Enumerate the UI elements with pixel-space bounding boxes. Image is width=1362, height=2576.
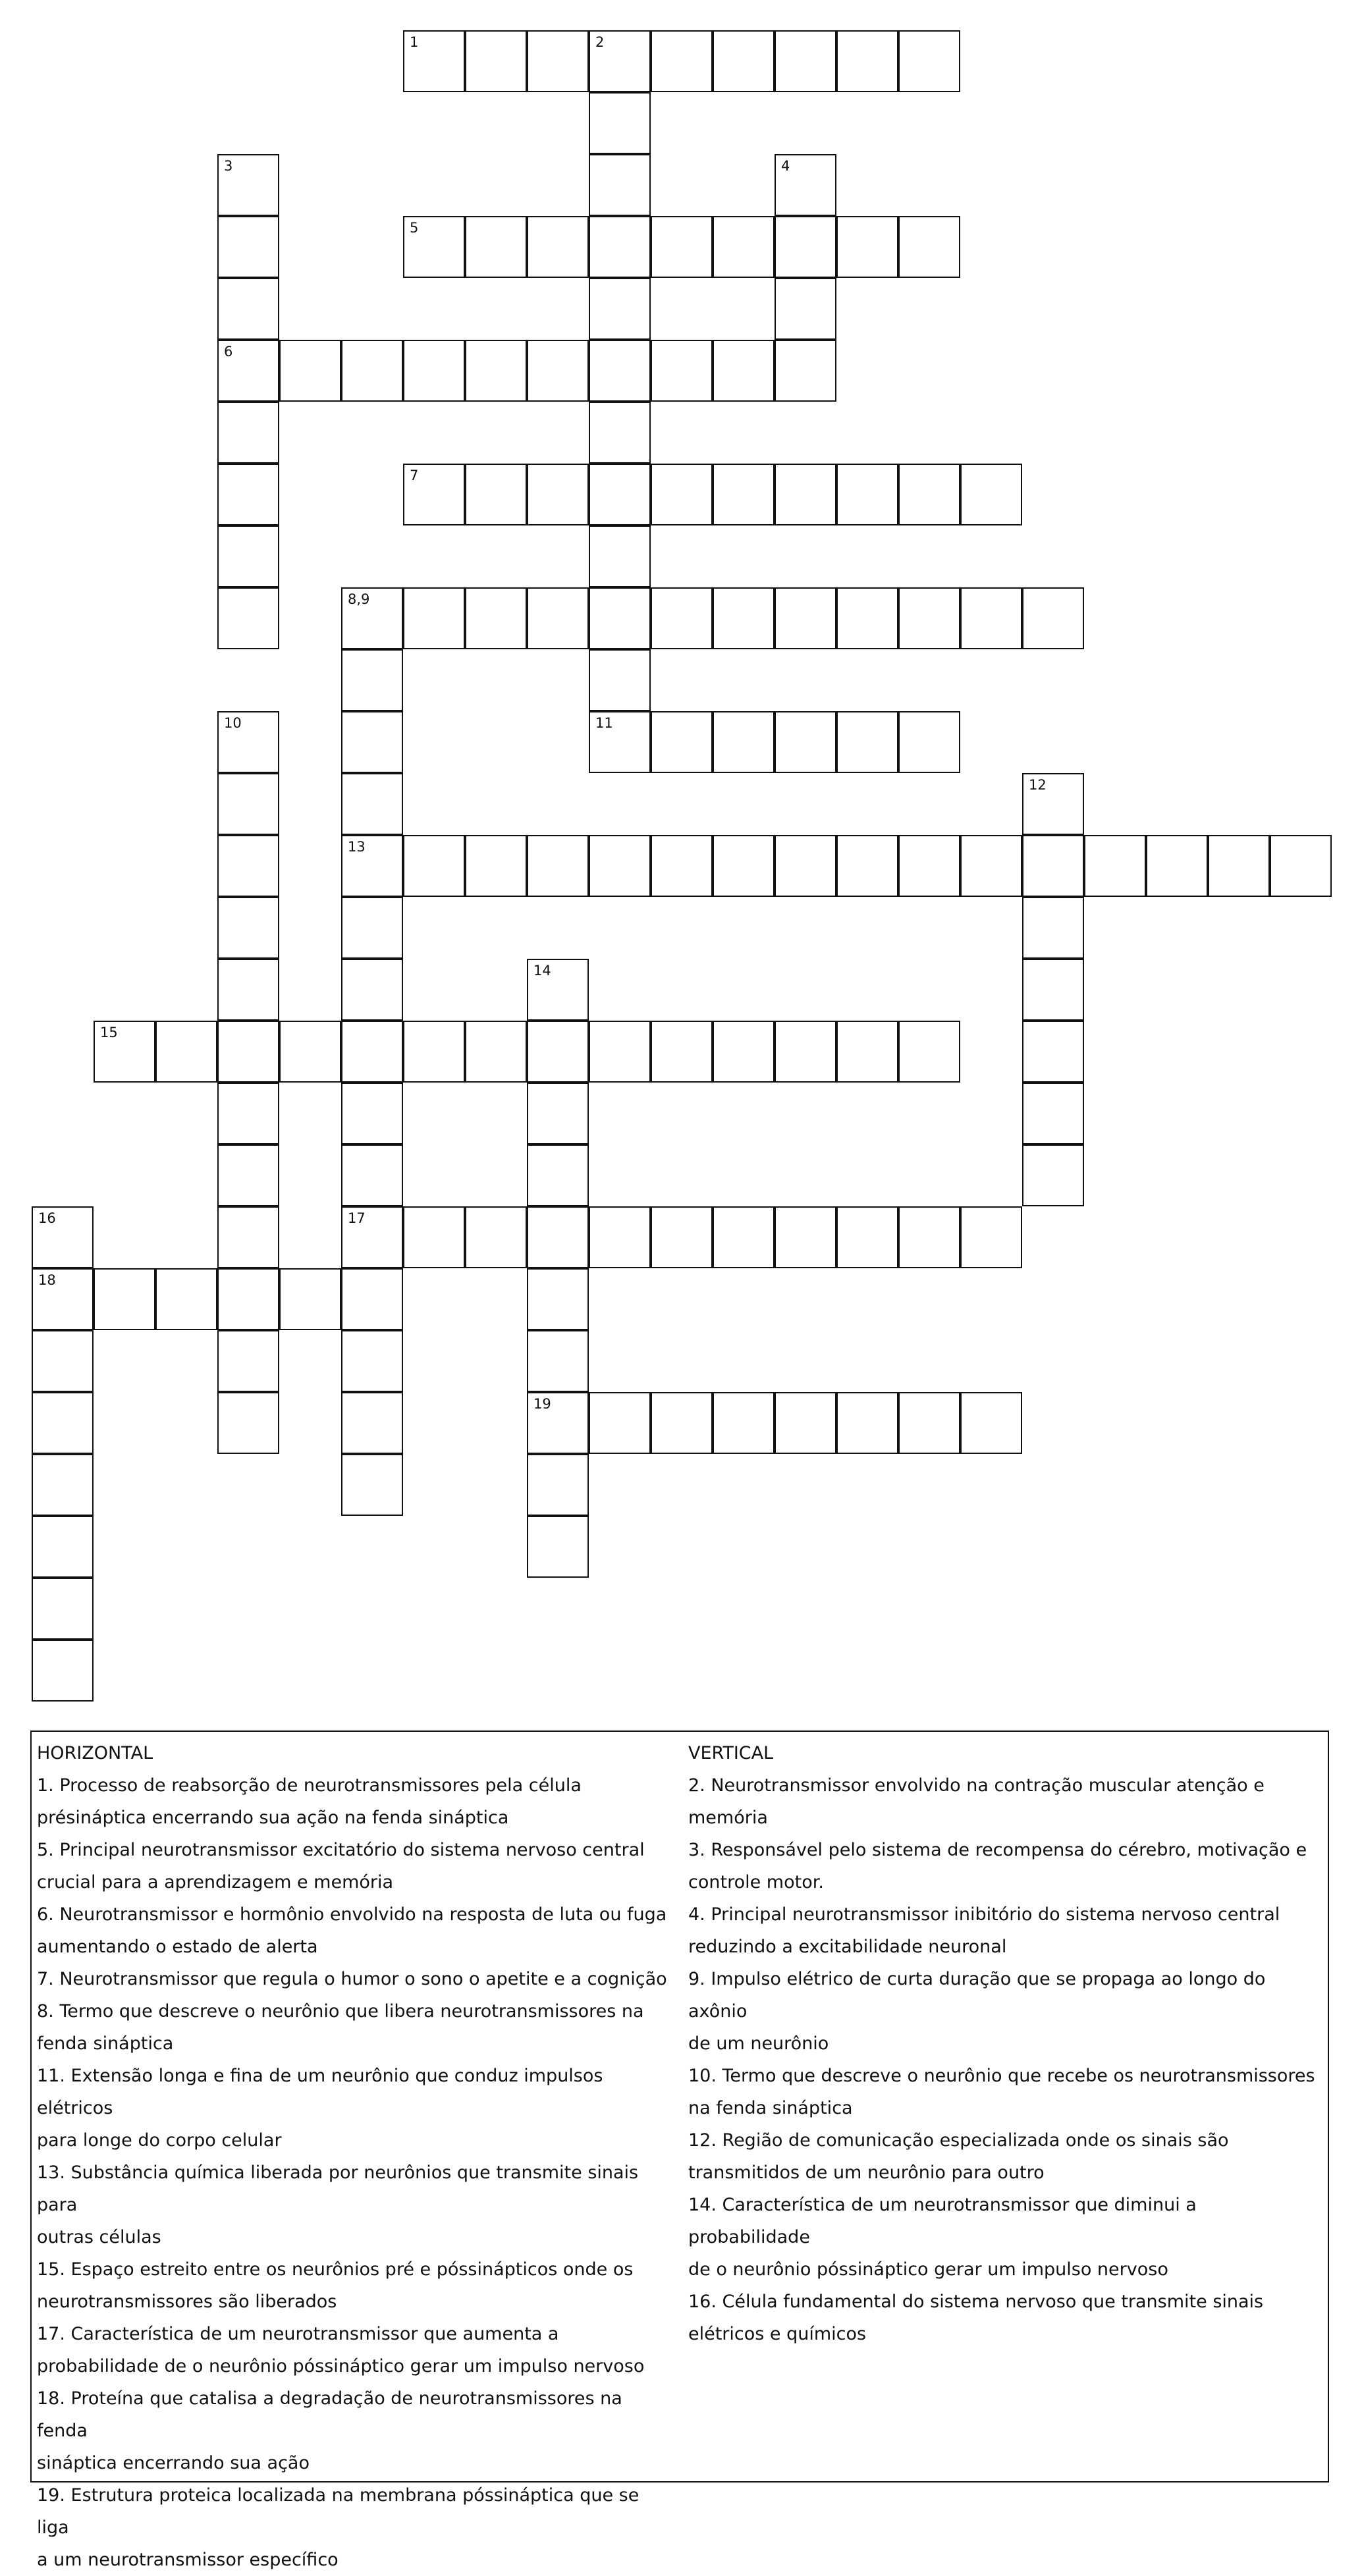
grid-cell[interactable] [1022, 1144, 1084, 1206]
grid-cell[interactable] [898, 835, 960, 897]
horizontal-clues [37, 1737, 669, 2576]
grid-cell[interactable] [836, 1392, 898, 1454]
clue-line: 10. Termo que descreve o neurônio que recebe os neurotransmissores [688, 2066, 1315, 2086]
clue-line: fenda sináptica [37, 2033, 174, 2054]
clue-line: crucial para a aprendizagem e memória [37, 1872, 394, 1892]
grid-cell[interactable] [775, 711, 836, 773]
clue-number: 7 [410, 468, 419, 483]
grid-cell[interactable] [279, 1021, 341, 1083]
clue-line: controle motor. [688, 1872, 824, 1892]
grid-cell[interactable] [403, 340, 465, 402]
grid-cell[interactable] [589, 216, 651, 278]
clue-number: 4 [781, 158, 790, 174]
grid-cell[interactable] [589, 1392, 651, 1454]
grid-cell[interactable] [217, 959, 279, 1021]
grid-cell[interactable] [341, 1454, 403, 1516]
clue-line: elétricos e químicos [688, 2324, 867, 2344]
grid-cell[interactable] [217, 1392, 279, 1454]
clue-line: 2. Neurotransmissor envolvido na contração muscular atenção e [688, 1775, 1265, 1796]
grid-cell[interactable] [341, 340, 403, 402]
vertical-clues [688, 1737, 1321, 2350]
grid-cell[interactable] [403, 835, 465, 897]
grid-cell[interactable] [1084, 835, 1146, 897]
grid-cell[interactable] [217, 1330, 279, 1392]
grid-cell[interactable] [589, 525, 651, 587]
grid-cell[interactable] [341, 773, 403, 835]
grid-cell[interactable] [651, 1392, 713, 1454]
grid-cell[interactable] [960, 1206, 1022, 1268]
grid-cell[interactable] [527, 1454, 589, 1516]
grid-cell[interactable] [651, 464, 713, 525]
grid-cell[interactable] [960, 587, 1022, 649]
grid-cell[interactable] [217, 835, 279, 897]
grid-cell[interactable] [527, 464, 589, 525]
clue-number: 15 [100, 1025, 118, 1040]
grid-cell[interactable] [32, 1330, 94, 1392]
grid-cell[interactable] [527, 340, 589, 402]
grid-cell[interactable] [898, 30, 960, 92]
grid-cell[interactable] [1022, 897, 1084, 959]
grid-cell[interactable] [589, 402, 651, 464]
clue-line: 16. Célula fundamental do sistema nervoso que transmite sinais [688, 2292, 1264, 2312]
grid-cell[interactable] [898, 711, 960, 773]
grid-cell[interactable] [527, 1021, 589, 1083]
grid-cell[interactable] [836, 587, 898, 649]
grid-cell[interactable] [1270, 835, 1332, 897]
grid-cell[interactable] [651, 30, 713, 92]
clue-number: 3 [224, 158, 233, 174]
clue-box [30, 1731, 1329, 2570]
grid-cell[interactable] [527, 1330, 589, 1392]
grid-cell[interactable] [217, 216, 279, 278]
grid-cell[interactable] [155, 1021, 217, 1083]
grid-cell[interactable] [775, 1021, 836, 1083]
grid-cell[interactable] [713, 30, 775, 92]
grid-cell[interactable] [898, 1021, 960, 1083]
grid-cell[interactable] [465, 587, 527, 649]
clue-line: 12. Região de comunicação especializada onde os sinais são [688, 2130, 1229, 2151]
clue-number: 13 [348, 839, 366, 855]
grid-cell[interactable] [32, 1454, 94, 1516]
clue-number: 17 [348, 1210, 366, 1226]
grid-cell[interactable] [217, 897, 279, 959]
clue-line: 1. Processo de reabsorção de neurotransmissores pela célula [37, 1775, 582, 1796]
grid-cell[interactable] [465, 464, 527, 525]
grid-cell[interactable] [898, 464, 960, 525]
vertical-heading: VERTICAL [688, 1743, 774, 1763]
clue-number: 10 [224, 715, 242, 731]
grid-cell[interactable] [94, 1268, 155, 1330]
grid-cell[interactable] [1146, 835, 1208, 897]
clue-line: probabilidade de o neurônio póssináptico gerar um impulso nervoso [37, 2356, 645, 2376]
grid-cell[interactable] [403, 216, 465, 278]
grid-cell[interactable] [527, 1268, 589, 1330]
grid-cell[interactable] [341, 1021, 403, 1083]
grid-cell[interactable] [898, 1392, 960, 1454]
grid-cell[interactable] [217, 1144, 279, 1206]
clue-number: 8,9 [348, 591, 370, 607]
grid-cell[interactable] [1022, 835, 1084, 897]
grid-cell[interactable] [217, 340, 279, 402]
grid-cell[interactable] [341, 835, 403, 897]
grid-cell[interactable] [217, 525, 279, 587]
grid-cell[interactable] [527, 835, 589, 897]
horizontal-clue-list [37, 1769, 669, 2576]
clue-line: 13. Substância química liberada por neurônios que transmite sinais para [37, 2162, 639, 2215]
clue-number: 5 [410, 220, 419, 236]
grid-cell[interactable] [651, 587, 713, 649]
grid-cell[interactable] [589, 278, 651, 340]
grid-cell[interactable] [651, 340, 713, 402]
clue-line: outras células [37, 2227, 161, 2247]
grid-cell[interactable] [836, 835, 898, 897]
grid-cell[interactable] [217, 278, 279, 340]
clue-number: 16 [38, 1210, 56, 1226]
clue-line: de um neurônio [688, 2033, 829, 2054]
grid-cell[interactable] [341, 711, 403, 773]
grid-cell[interactable] [527, 216, 589, 278]
clue-number: 11 [595, 715, 613, 731]
clue-line: 7. Neurotransmissor que regula o humor o sono o apetite e a cognição [37, 1969, 667, 1989]
clue-line: présináptica encerrando sua ação na fenda sináptica [37, 1808, 509, 1828]
grid-cell[interactable] [217, 773, 279, 835]
grid-cell[interactable] [713, 1206, 775, 1268]
grid-cell[interactable] [651, 1021, 713, 1083]
grid-cell[interactable] [1022, 773, 1084, 835]
grid-cell[interactable] [341, 1144, 403, 1206]
grid-cell[interactable] [341, 1268, 403, 1330]
grid-cell[interactable] [341, 1392, 403, 1454]
grid-cell[interactable] [775, 464, 836, 525]
grid-cell[interactable] [836, 216, 898, 278]
clue-line: 9. Impulso elétrico de curta duração que se propaga ao longo do axônio [688, 1969, 1266, 2022]
grid-cell[interactable] [836, 1206, 898, 1268]
grid-cell[interactable] [960, 464, 1022, 525]
grid-cell[interactable] [527, 1206, 589, 1268]
clue-line: a um neurotransmissor específico [37, 2550, 339, 2570]
grid-cell[interactable] [1022, 587, 1084, 649]
grid-cell[interactable] [898, 587, 960, 649]
grid-cell[interactable] [589, 340, 651, 402]
grid-cell[interactable] [775, 340, 836, 402]
grid-cell[interactable] [713, 1021, 775, 1083]
clue-line: 3. Responsável pelo sistema de recompensa do cérebro, motivação e [688, 1840, 1307, 1860]
grid-cell[interactable] [775, 30, 836, 92]
grid-cell[interactable] [217, 1083, 279, 1144]
grid-cell[interactable] [651, 216, 713, 278]
clue-line: 8. Termo que descreve o neurônio que libera neurotransmissores na [37, 2001, 644, 2022]
grid-cell[interactable] [589, 464, 651, 525]
grid-cell[interactable] [1022, 1021, 1084, 1083]
grid-cell[interactable] [217, 1268, 279, 1330]
grid-cell[interactable] [589, 835, 651, 897]
grid-cell[interactable] [589, 92, 651, 154]
grid-cell[interactable] [713, 216, 775, 278]
grid-cell[interactable] [898, 1206, 960, 1268]
clue-line: 14. Característica de um neurotransmissor que diminui a probabilidade [688, 2195, 1197, 2247]
grid-cell[interactable] [713, 587, 775, 649]
grid-cell[interactable] [775, 154, 836, 216]
grid-cell[interactable] [651, 835, 713, 897]
clue-number: 2 [595, 34, 605, 50]
grid-cell[interactable] [341, 1206, 403, 1268]
grid-cell[interactable] [403, 1206, 465, 1268]
clue-line: transmitidos de um neurônio para outro [688, 2162, 1045, 2183]
grid-cell[interactable] [589, 1021, 651, 1083]
grid-cell[interactable] [527, 959, 589, 1021]
grid-cell[interactable] [651, 711, 713, 773]
grid-cell[interactable] [836, 464, 898, 525]
grid-cell[interactable] [1022, 1083, 1084, 1144]
grid-cell[interactable] [1208, 835, 1270, 897]
grid-cell[interactable] [651, 1206, 713, 1268]
clue-line: 19. Estrutura proteica localizada na membrana póssináptica que se liga [37, 2485, 640, 2538]
grid-cell[interactable] [775, 1206, 836, 1268]
grid-cell[interactable] [465, 1021, 527, 1083]
grid-cell[interactable] [589, 154, 651, 216]
grid-cell[interactable] [589, 30, 651, 92]
grid-cell[interactable] [589, 711, 651, 773]
grid-cell[interactable] [217, 1021, 279, 1083]
clue-line: 17. Característica de um neurotransmissor que aumenta a [37, 2324, 559, 2344]
clue-line: memória [688, 1808, 768, 1828]
grid-cell[interactable] [589, 1206, 651, 1268]
grid-cell[interactable] [341, 897, 403, 959]
grid-cell[interactable] [32, 1392, 94, 1454]
grid-cell[interactable] [279, 1268, 341, 1330]
grid-cell[interactable] [32, 1268, 94, 1330]
vertical-clue-list [688, 1769, 1321, 2350]
grid-cell[interactable] [94, 1021, 155, 1083]
grid-cell[interactable] [527, 1144, 589, 1206]
grid-cell[interactable] [217, 711, 279, 773]
grid-cell[interactable] [589, 587, 651, 649]
clue-number: 12 [1029, 777, 1047, 793]
grid-cell[interactable] [836, 1021, 898, 1083]
grid-cell[interactable] [713, 340, 775, 402]
clue-number: 18 [38, 1272, 56, 1288]
grid-cell[interactable] [341, 1083, 403, 1144]
clue-line: 4. Principal neurotransmissor inibitório do sistema nervoso central [688, 1904, 1280, 1925]
clue-line: 15. Espaço estreito entre os neurônios pré e póssinápticos onde os [37, 2259, 634, 2280]
grid-cell[interactable] [775, 835, 836, 897]
grid-cell[interactable] [960, 835, 1022, 897]
clue-line: de o neurônio póssináptico gerar um impulso nervoso [688, 2259, 1168, 2280]
grid-cell[interactable] [465, 835, 527, 897]
grid-cell[interactable] [465, 1206, 527, 1268]
clue-line: reduzindo a excitabilidade neuronal [688, 1937, 1007, 1957]
grid-cell[interactable] [341, 959, 403, 1021]
clue-line: na fenda sináptica [688, 2098, 853, 2118]
grid-cell[interactable] [465, 216, 527, 278]
grid-cell[interactable] [32, 1206, 94, 1268]
grid-cell[interactable] [465, 30, 527, 92]
clue-line: para longe do corpo celular [37, 2130, 282, 2151]
grid-cell[interactable] [527, 1392, 589, 1454]
clue-line: aumentando o estado de alerta [37, 1937, 318, 1957]
clue-line: neurotransmissores são liberados [37, 2292, 337, 2312]
grid-cell[interactable] [898, 216, 960, 278]
grid-cell[interactable] [527, 587, 589, 649]
grid-cell[interactable] [32, 1516, 94, 1578]
clue-line: 6. Neurotransmissor e hormônio envolvido na resposta de luta ou fuga [37, 1904, 667, 1925]
grid-cell[interactable] [713, 835, 775, 897]
clue-number: 6 [224, 344, 233, 360]
grid-cell[interactable] [836, 30, 898, 92]
grid-cell[interactable] [527, 30, 589, 92]
grid-cell[interactable] [217, 402, 279, 464]
grid-cell[interactable] [341, 1330, 403, 1392]
grid-cell[interactable] [465, 340, 527, 402]
grid-cell[interactable] [713, 1392, 775, 1454]
clue-line: 5. Principal neurotransmissor excitatório do sistema nervoso central [37, 1840, 645, 1860]
grid-cell[interactable] [960, 1392, 1022, 1454]
clue-line: 18. Proteína que catalisa a degradação de neurotransmissores na fenda [37, 2388, 622, 2441]
grid-cell[interactable] [527, 1516, 589, 1578]
grid-cell[interactable] [217, 587, 279, 649]
horizontal-heading: HORIZONTAL [37, 1743, 153, 1763]
grid-cell[interactable] [403, 587, 465, 649]
grid-cell[interactable] [1022, 959, 1084, 1021]
grid-cell[interactable] [403, 1021, 465, 1083]
grid-cell[interactable] [217, 464, 279, 525]
grid-cell[interactable] [217, 154, 279, 216]
grid-cell[interactable] [527, 1083, 589, 1144]
grid-cell[interactable] [775, 216, 836, 278]
grid-cell[interactable] [403, 464, 465, 525]
clue-number: 19 [533, 1396, 551, 1412]
clue-line: 11. Extensão longa e fina de um neurônio que conduz impulsos elétricos [37, 2066, 603, 2118]
grid-cell[interactable] [589, 649, 651, 711]
grid-cell[interactable] [713, 711, 775, 773]
grid-cell[interactable] [32, 1578, 94, 1640]
clue-line: sináptica encerrando sua ação [37, 2453, 310, 2473]
grid-cell[interactable] [713, 464, 775, 525]
clue-number: 14 [533, 963, 551, 979]
grid-cell[interactable] [32, 1640, 94, 1702]
grid-cell[interactable] [279, 340, 341, 402]
grid-cell[interactable] [155, 1268, 217, 1330]
grid-cell[interactable] [775, 587, 836, 649]
grid-cell[interactable] [217, 1206, 279, 1268]
grid-cell[interactable] [403, 30, 465, 92]
grid-cell[interactable] [341, 587, 403, 649]
clue-number: 1 [410, 34, 419, 50]
grid-cell[interactable] [836, 711, 898, 773]
grid-cell[interactable] [775, 278, 836, 340]
grid-cell[interactable] [341, 649, 403, 711]
grid-cell[interactable] [775, 1392, 836, 1454]
